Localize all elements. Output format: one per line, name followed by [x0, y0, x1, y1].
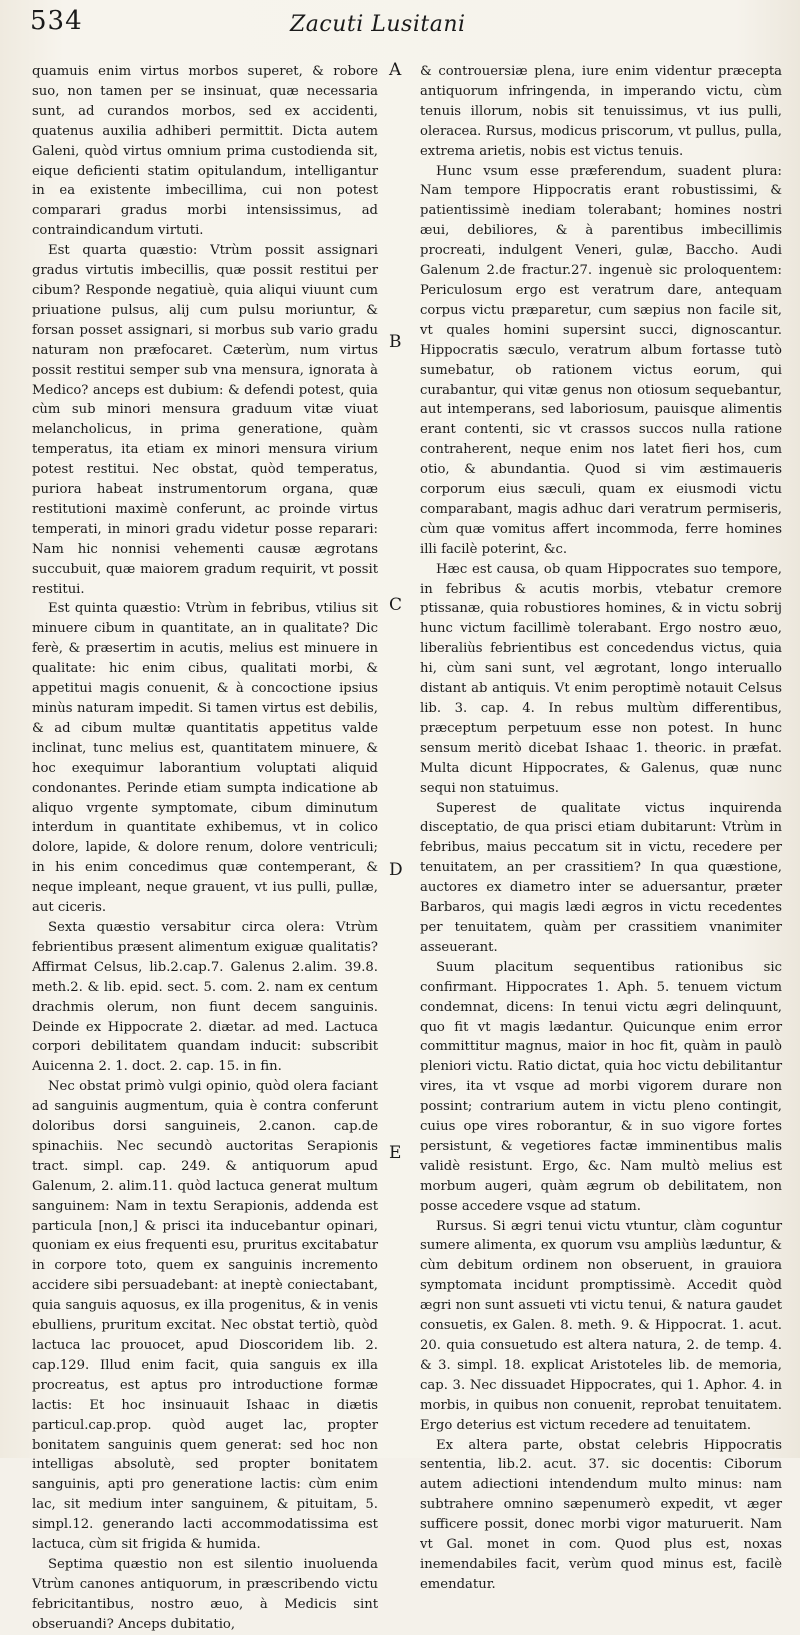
paragraph: Ex altera parte, obstat celebris Hippocratis sententia, lib.2. acut. 37. sic docentis: Ciborum autem adiectioni intendendum multo minus: nam subtrahere omnino sæpenumerò expedit, vt æger sufficere possit, donec morbi vigor maturuerit. Nam vt Gal. monet in com. Quod plus est, noxas inemendabiles facit, verùm quod minus est, facilè emendatur.: [420, 1437, 782, 1592]
paragraph: Est quarta quæstio: Vtrùm possit assignari gradus virtutis imbecillis, quæ possit restitui per cibum? Responde negatiuè, quia aliqui viuunt cum priuatione pulsus, alij cum pulsu moriuntur, & forsan posset assignari, si morbus sub vario gradu naturam non præfocaret. Cæterùm, num virtus possit restitui semper sub vna mensura, ignorata à Medico? anceps est dubium: & defendi potest, quia cùm sub minori mensura graduum vitæ viuat melancholicus, in prima generatione, quàm temperatus, ita etiam ex minori mensura virium potest restitui. Nec obstat, quòd temperatus, puriora habeat instrumentorum organa, quæ restitutioni maximè conferunt, ac proinde virtus temperati, in minori gradu videtur posse reparari: Nam hic nonnisi vehementi causæ ægrotans succubuit, quæ maiorem gradum requirit, vt possit restitui.: [32, 243, 378, 597]
paragraph: quamuis enim virtus morbos superet, & robore suo, non tamen per se insinuat, quæ necessaria sunt, ad curandos morbos, sed ex accidenti, quatenus auxilia adhiberi permittit. Dicta autem Galeni, quòd virtus omnium prima custodienda sit, eique deficienti statim opitulandum, intelligantur in ea existente imbecillima, cui non potest comparari gradus morbi intensissimus, ad contraindicandum virtuti.: [32, 64, 378, 239]
running-head: Zacuti Lusitani: [290, 12, 466, 37]
paragraph: Septima quæstio non est silentio inuoluenda Vtrùm canones antiquorum, in præscribendo victu febricitantibus, nostro æuo, à Medicis sint obseruandi? Anceps dubitatio,: [32, 1556, 378, 1632]
paragraph: Hunc vsum esse præferendum, suadent plura: Nam tempore Hippocratis erant robustissimi, & patientissimè inediam tolerabant; homines nostri æui, debiliores, & à parentibus imbecillimis procreati, indulgent Veneri, gulæ, Bacchο. Audi Galenum 2.de fractur.27. ingenuè sic proloquentem: Periculosum ergo est veratrum dare, antequam corpus victu præparetur, cum sæpius non facile sit, vt quales homini supersint succi, dignoscantur. Hippocratis sæculo, veratrum album fortasse tutò sumebatur, ob rationem victus eorum, qui curabantur, qui vitæ genus non otiosum sequebantur, aut intemperans, sed laboriosum, pauisque alimentis erant contenti, sic vt crassos succos nulla ratione contraherent, neque enim nos latet fieri hos, cum otio, & abundantia. Quod si vim æstimaueris corporum eius sæculi, quam ex eiusmodi victu comparabant, magis adhuc dari veratrum permiseris, cùm quæ vomitus affert incommoda, ferre homines illi facilè poterint, &c.: [420, 163, 782, 557]
paragraph: Superest de qualitate victus inquirenda disceptatio, de qua prisci etiam dubitarunt: Vtrùm in febribus, maius peccatum sit in victu, recedere per tenuitatem, an per crassitiem? In qua quæstione, auctores ex diametro inter se aduersantur, præter Barbaros, qui magis lædi ægros in victu recedentes per tenuitatem, quàm per crassitiem vnanimiter asseuerant.: [420, 800, 782, 955]
paragraph: Suum placitum sequentibus rationibus sic confirmant. Hippocrates 1. Aph. 5. tenuem victum condemnat, dicens: In tenui victu ægri delinquunt, quo fit vt magis lædantur. Quicunque enim error committitur magnus, maior in hoc fit, quàm in paulò pleniori victu. Ratio dictat, quia hoc victu debilitantur vires, ita vt vsque ad morbi vigorem durare non possint; contrarium autem in victu pleno contingit, cuius ope vires roborantur, & in suo vigore fortes persistunt, & vegetiores factæ imminentibus malis validè resistunt. Ergo, &c. Nam multò melius est morbum augeri, quàm ægrum ob debilitatem, non posse accedere vsque ad statum.: [420, 959, 782, 1214]
paragraph: Rursus. Si ægri tenui victu vtuntur, clàm coguntur sumere alimenta, ex quorum vsu ampliùs læduntur, & cùm debitum ordinem non obseruent, in grauiora symptomata incidunt promptissimè. Accedit quòd ægri non sunt assueti vti victu tenui, & natura gaudet consuetis, ex Galen. 8. meth. 9. & Hippocrat. 1. acut. 20. quia consuetudo est altera natura, 2. de temp. 4. & 3. simpl. 18. explicat Aristoteles lib. de memoria, cap. 3. Nec dissuadet Hippocrates, qui 1. Aphor. 4. in morbis, in quibus non conuenit, reprobat tenuitatem. Ergo deterius est victum recedere ad tenuitatem.: [420, 1218, 782, 1433]
margin-letter-e: E: [389, 1143, 402, 1163]
paragraph: Hæc est causa, ob quam Hippocrates suo tempore, in febribus & acutis morbis, vtebatur cremore ptissanæ, quia robustiores homines, & in victu sobrij hunc victum facillimè tolerabant. Ergo nostro æuo, liberaliùs febrientibus est concedendus victus, quia hi, cùm sani sunt, vel ægrotant, longo interuallo distant ab antiquis. Vt enim peroptimè notauit Celsus lib. 3. cap. 4. In rebus multùm differentibus, præceptum perpetuum esse non potest. In hunc sensum meritò dicebat Ishaac 1. theoric. in præfat. Multa dicunt Hippocrates, & Galenus, quæ nunc sequi non statuimus.: [420, 561, 782, 796]
paragraph: Sexta quæstio versabitur circa olera: Vtrùm febrientibus præsent alimentum exiguæ qualitatis? Affirmat Celsus, lib.2.cap.7. Galenus 2.alim. 39.8. meth.2. & lib. epid. sect. 5. com. 2. nam ex centum drachmis olerum, non fiunt decem sanguinis. Deinde ex Hippocrate 2. diætar. ad med. Lactuca corpori debilitatem quandam inducit: subscribit Auicenna 2. 1. doct. 2. cap. 15. in fin.: [32, 919, 378, 1075]
left-column: [32, 62, 378, 1635]
right-column: [420, 62, 782, 1595]
paragraph: Nec obstat primò vulgi opinio, quòd olera faciant ad sanguinis augmentum, quia è contra conferunt doloribus dorsi sanguineis, 2.canon. cap.de spinachiis. Nec secundò auctoritas Serapionis tract. simpl. cap. 249. & antiquorum apud Galenum, 2. alim.11. quòd lactuca generat multum sanguinem: Nam in textu Serapionis, addenda est particula [non,] & prisci ita inducebantur opinari, quoniam ex eius frequenti esu, pruritus excitabatur in corpore toto, quem ex sanguinis incremento accidere sibi persuadebant: at ineptè coniectabant, quia sanguis aquosus, ex illa progenitus, & in venis ebulliens, pruritum excitat. Nec obstat tertiò, quòd lactuca lac prouocet, apud Dioscoridem lib. 2. cap.129. Illud enim facit, quia sanguis ex illa procreatus, est aptus pro introductione formæ lactis: Et hoc insinuauit Ishaac in diætis particul.cap.prop. quòd auget lac, propter bonitatem sanguinis quem generat: sed hoc non intelligas absolutè, sed propter bonitatem sanguinis, apti pro generatione lactis: cùm enim lac, sit medium inter sanguinem, & pituitam, 5. simpl.12. generando lacti accommodatissima est lactuca, cùm sit frigida & humida.: [32, 1079, 378, 1553]
margin-letter-a: A: [389, 60, 402, 80]
paragraph: & controuersiæ plena, iure enim videntur præcepta antiquorum infringenda, in imperando victu, cùm tenuis illorum, nobis sit tenuissimus, vt ius pulli, oleracea. Rursus, modicus priscorum, vt pullus, pulla, extrema arietis, nobis est victus tenuis.: [420, 64, 782, 159]
margin-letters: [385, 60, 409, 1450]
page-header: [30, 8, 780, 56]
margin-letter-d: D: [389, 860, 403, 880]
page-number: 534: [30, 6, 83, 36]
margin-letter-b: B: [389, 332, 402, 352]
margin-letter-c: C: [389, 595, 403, 615]
paragraph: Est quinta quæstio: Vtrùm in febribus, vtilius sit minuere cibum in quantitate, an in qualitate? Dic ferè, & præsertim in acutis, melius est minuere in qualitate: hic enim cibus, qualitati morbi, & appetitui magis conuenit, & à concoctione ipsius minùs naturam impedit. Si tamen virtus est debilis, & ad cibum multæ quantitatis appetitus valde inclinat, tunc melius est, quantitatem minuere, & hoc exequimur laborantium voluptati aliquid condonantes. Perinde etiam sumpta indicatione ab aliquo vrgente symptomate, cibum diminutum interdum in quantitate exhibemus, vt in colico dolore, lapide, & dolore renum, dolore ventriculi; in his enim concedimus quæ contemperant, & neque impleant, neque grauent, vt ius pulli, pullæ, aut ciceris.: [32, 601, 378, 916]
